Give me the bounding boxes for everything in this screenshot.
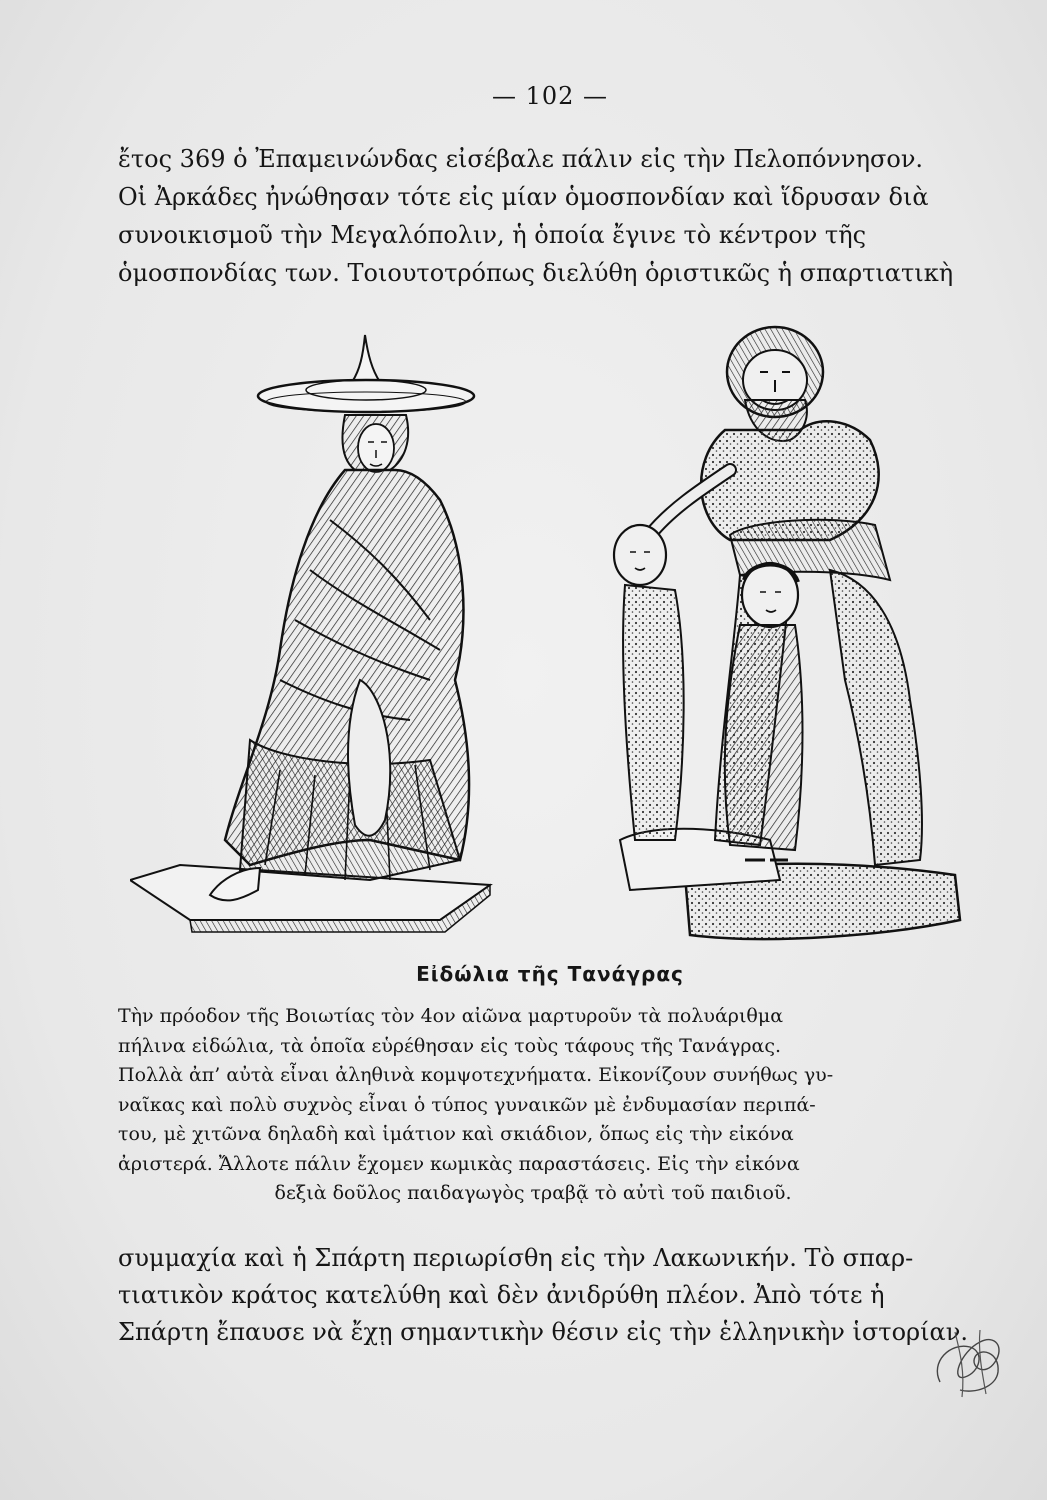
text-line: Σπάρτη ἔπαυσε νὰ ἔχῃ σημαντικὴν θέσιν εἰς τὴν ἑλληνικὴν ἱστορίαν. — [118, 1318, 968, 1346]
pedagogue-figurine — [614, 327, 960, 939]
caption-line: δεξιὰ δοῦλος παιδαγωγὸς τραβᾷ τὸ αὐτὶ τοῦ παιδιοῦ. — [274, 1182, 792, 1204]
caption-text — [118, 1002, 988, 1209]
caption-line: Τὴν πρόοδον τῆς Βοιωτίας τὸν 4ον αἰῶνα μαρτυροῦν τὰ πολυάριθμα — [118, 1005, 784, 1027]
text-line: Οἱ Ἀρκάδες ἠνώθησαν τότε εἰς μίαν ὁμοσπονδίαν καὶ ἵδρυσαν διὰ — [118, 183, 929, 211]
tanagra-figurines-illustration — [130, 320, 970, 950]
text-line: συμμαχία καὶ ἡ Σπάρτη περιωρίσθη εἰς τὴν Λακωνικήν. Τὸ σπαρ- — [118, 1244, 914, 1272]
top-paragraph — [118, 140, 988, 292]
bottom-paragraph — [118, 1240, 988, 1351]
seated-woman-figurine — [130, 335, 490, 932]
text-line: ἔτος 369 ὁ Ἐπαμεινώνδας εἰσέβαλε πάλιν εἰς τὴν Πελοπόννησον. — [118, 145, 924, 173]
caption-line: ναῖκας καὶ πολὺ συχνὸς εἶναι ὁ τύπος γυναικῶν μὲ ἐνδυμασίαν περιπά- — [118, 1093, 816, 1116]
caption-title: Εἰδώλια τῆς Τανάγρας — [416, 962, 684, 986]
caption-line: Πολλὰ ἀπ’ αὐτὰ εἶναι ἀληθινὰ κομψοτεχνήματα. Εἰκονίζουν συνήθως γυ- — [118, 1064, 834, 1086]
handwritten-signature — [920, 1322, 1020, 1402]
text-line: συνοικισμοῦ τὴν Μεγαλόπολιν, ἡ ὁποία ἔγινε τὸ κέντρον τῆς — [118, 221, 867, 249]
text-line: ὁμοσπονδίας των. Τοιουτοτρόπως διελύθη ὁριστικῶς ἡ σπαρτιατικὴ — [118, 259, 954, 287]
text-line: τιατικὸν κράτος κατελύθη καὶ δὲν ἀνιδρύθη πλέον. Ἀπὸ τότε ἡ — [118, 1281, 885, 1309]
caption-line: ἀριστερά. Ἄλλοτε πάλιν ἔχομεν κωμικὰς παραστάσεις. Εἰς τὴν εἰκόνα — [118, 1152, 800, 1175]
caption-line: πήλινα εἰδώλια, τὰ ὁποῖα εὑρέθησαν εἰς τοὺς τάφους τῆς Τανάγρας. — [118, 1034, 782, 1057]
caption-line: του, μὲ χιτῶνα δηλαδὴ καὶ ἱμάτιον καὶ σκιάδιον, ὅπως εἰς τὴν εἰκόνα — [118, 1123, 794, 1145]
page-number: — 102 — — [491, 82, 609, 110]
